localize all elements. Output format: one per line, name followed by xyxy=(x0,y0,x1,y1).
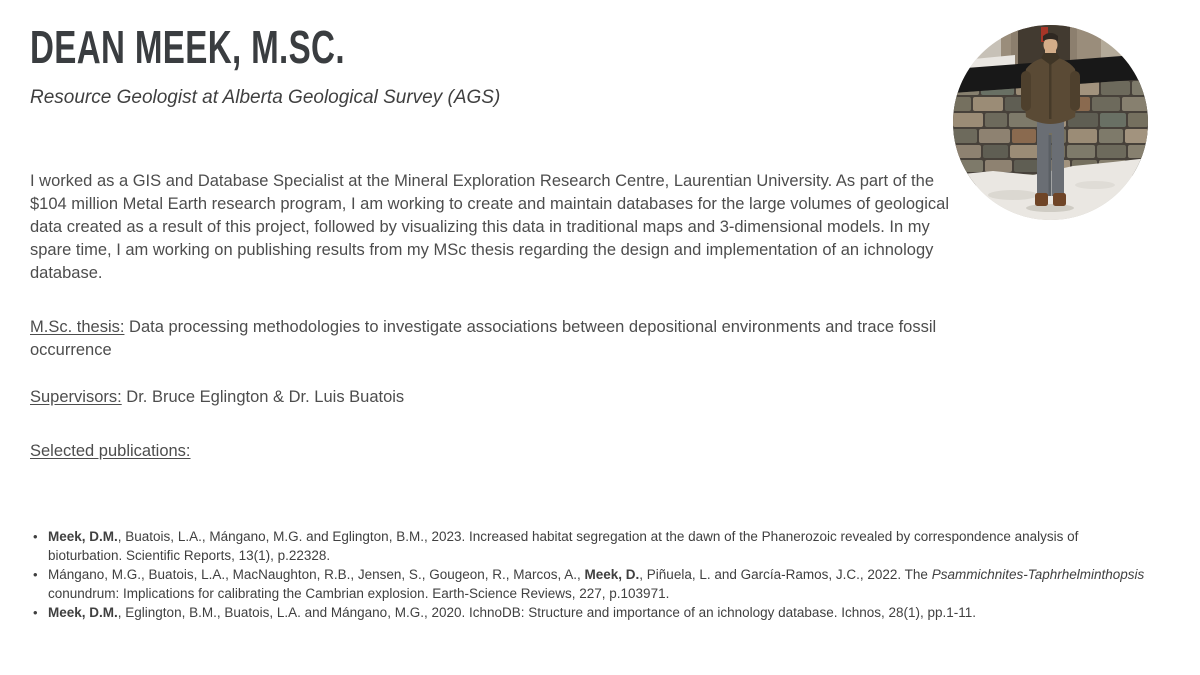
publication-text-segment: Meek, D.M. xyxy=(48,605,118,620)
publication-item xyxy=(30,565,1152,603)
publication-text-segment: Mángano, M.G., Buatois, L.A., MacNaughton, R.B., Jensen, S., Gougeon, R., Marcos, A., xyxy=(48,567,585,582)
supervisors-line xyxy=(30,386,955,409)
publication-text-segment: conundrum: Implications for calibrating the Cambrian explosion. Earth-Science Reviews, 227, p.103971. xyxy=(48,586,670,601)
publication-item xyxy=(30,603,1152,622)
publication-text-segment: Meek, D.M. xyxy=(48,529,118,544)
profile-photo-illustration xyxy=(953,25,1148,220)
publications-heading-label: Selected publications: xyxy=(30,442,191,460)
publications-heading xyxy=(30,440,955,463)
boot-shape xyxy=(1035,193,1048,206)
publication-text-segment: , Buatois, L.A., Mángano, M.G. and Eglington, B.M., 2023. Increased habitat segregation at the dawn of the Phanerozoic revealed by correspondence analysis of bioturbation. Scientific Reports, 13(1), p.22328. xyxy=(48,529,1079,563)
publication-text-segment: Meek, D. xyxy=(584,567,640,582)
publications-list xyxy=(30,527,1152,622)
supervisors-text: Dr. Bruce Eglington & Dr. Luis Buatois xyxy=(126,388,405,406)
publication-text-segment: , Piñuela, L. and García-Ramos, J.C., 2022. The xyxy=(639,567,932,582)
thesis-line xyxy=(30,316,955,362)
thesis-label: M.Sc. thesis: xyxy=(30,318,125,336)
thesis-text: Data processing methodologies to investigate associations between depositional environments and trace fossil occurrence xyxy=(30,318,937,359)
profile-photo xyxy=(953,25,1148,220)
boot-shape xyxy=(1053,193,1066,206)
publication-text-segment: , Eglington, B.M., Buatois, L.A. and Mángano, M.G., 2020. IchnoDB: Structure and importance of an ichnology database. Ichnos, 28(1), pp.1-11. xyxy=(117,605,977,620)
supervisors-label: Supervisors: xyxy=(30,388,122,406)
bio-paragraph: I worked as a GIS and Database Specialist at the Mineral Exploration Research Centre, Laurentian University. As part of the $104 million Metal Earth research program, I am working to create and maintain databases for the large volumes of geological data created as a result of this project, followed by visualizing this data in traditional maps and 3-dimensional models. In my spare time, I am working on publishing results from my MSc thesis regarding the design and implementation of an ichnology database. xyxy=(30,172,949,282)
page-title-text: DEAN MEEK, M.SC. xyxy=(30,21,345,73)
page-title xyxy=(30,22,467,73)
publication-text-segment: Psammichnites-Taphrhelminthopsis xyxy=(931,567,1145,582)
role-subtitle: Resource Geologist at Alberta Geological Survey (AGS) xyxy=(30,87,501,108)
publication-item xyxy=(30,527,1152,565)
